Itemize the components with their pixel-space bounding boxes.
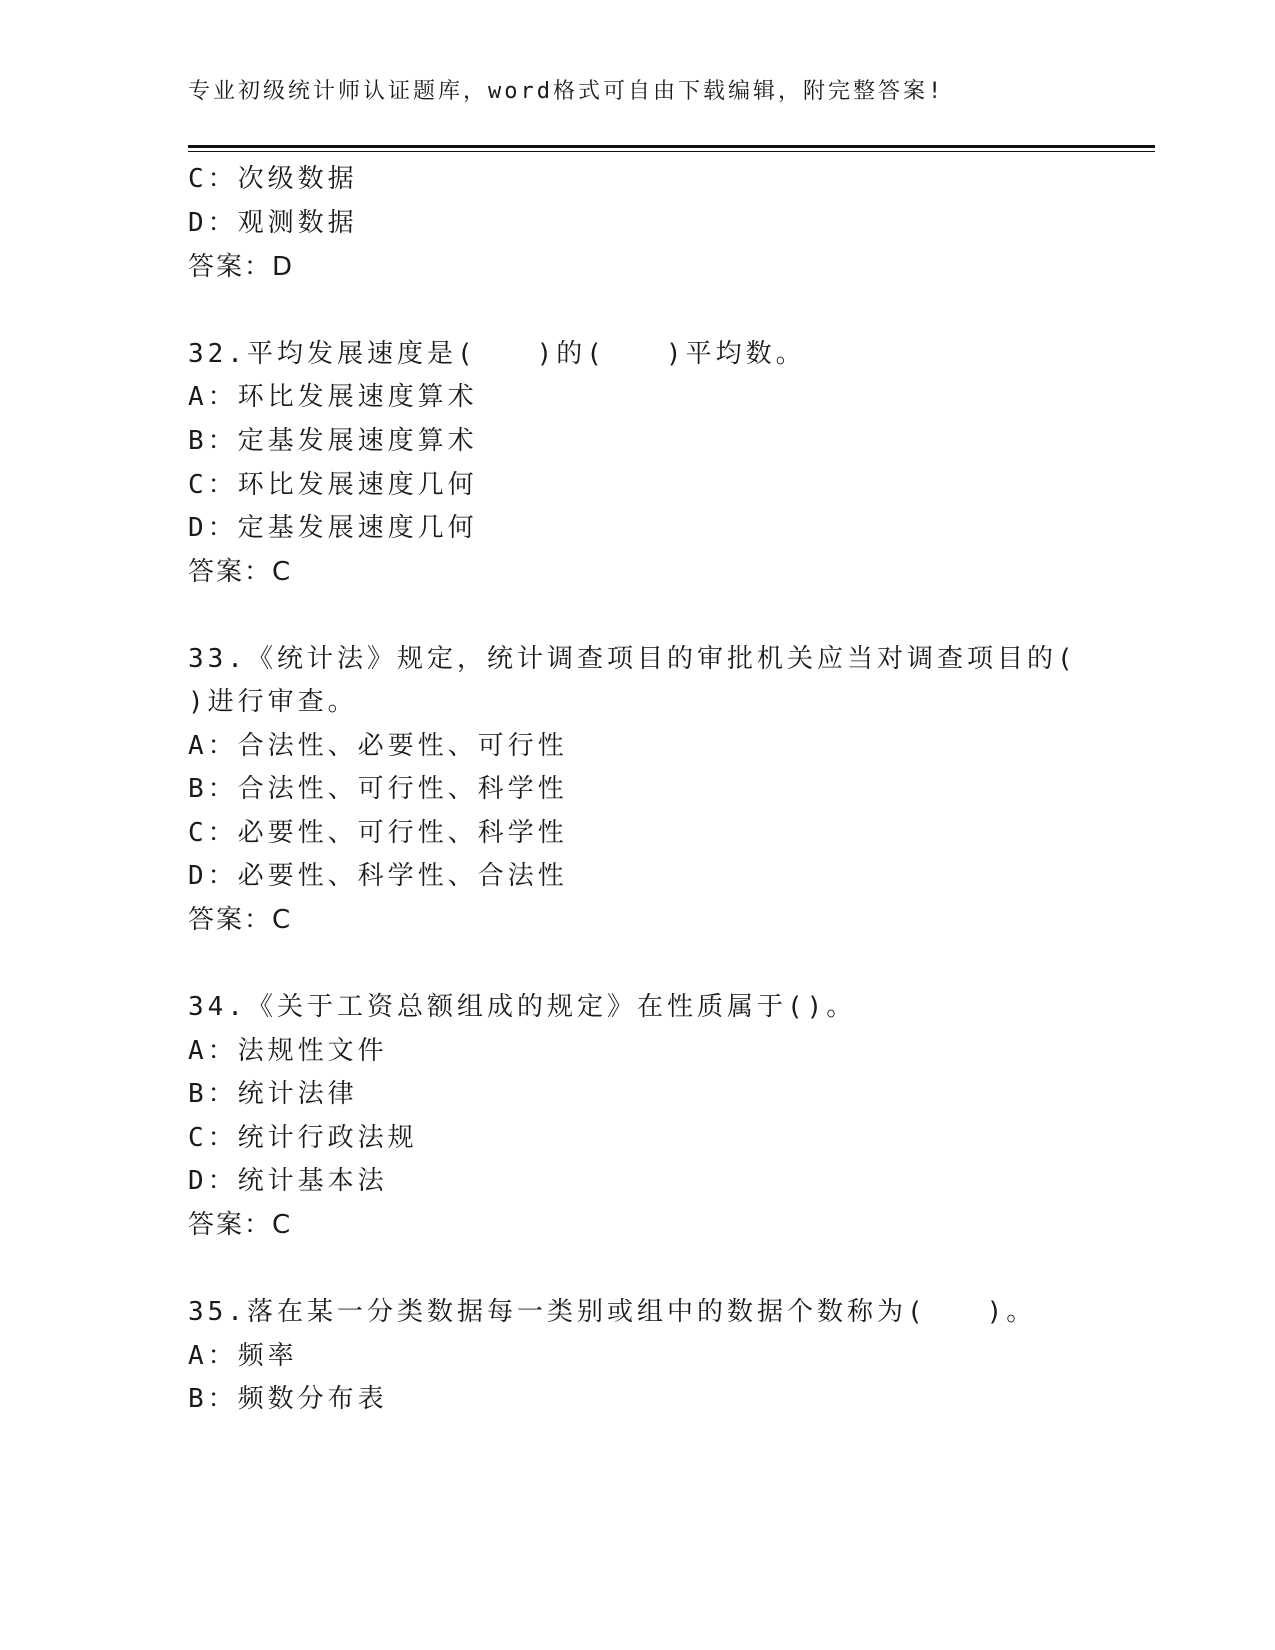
q34-option-a: A：法规性文件 xyxy=(188,1036,388,1066)
q33-option-c: C：必要性、可行性、科学性 xyxy=(188,818,568,848)
page-header: 专业初级统计师认证题库，word格式可自由下载编辑，附完整答案! xyxy=(188,79,945,104)
q32-answer: 答案：C xyxy=(188,557,293,587)
q35-option-b: B：频数分布表 xyxy=(188,1384,388,1414)
prev-option-d: D：观测数据 xyxy=(188,208,358,238)
q33-stem-line1: 33.《统计法》规定，统计调查项目的审批机关应当对调查项目的( xyxy=(188,644,1077,674)
prev-option-c: C：次级数据 xyxy=(188,164,358,194)
q33-option-a: A：合法性、必要性、可行性 xyxy=(188,731,568,761)
header-rule-thin xyxy=(188,151,1155,152)
q33-stem-line2: )进行审查。 xyxy=(188,687,358,717)
q33-answer: 答案：C xyxy=(188,905,293,935)
q32-option-b: B：定基发展速度算术 xyxy=(188,426,478,456)
q34-answer: 答案：C xyxy=(188,1210,293,1240)
header-rule-thick xyxy=(188,145,1155,148)
q32-stem: 32.平均发展速度是( )的( )平均数。 xyxy=(188,339,806,369)
q35-stem: 35.落在某一分类数据每一类别或组中的数据个数称为( )。 xyxy=(188,1297,1037,1327)
q34-stem: 34.《关于工资总额组成的规定》在性质属于()。 xyxy=(188,992,857,1022)
q33-option-b: B：合法性、可行性、科学性 xyxy=(188,774,568,804)
q34-option-c: C：统计行政法规 xyxy=(188,1123,418,1153)
q34-option-b: B：统计法律 xyxy=(188,1079,358,1109)
q32-option-d: D：定基发展速度几何 xyxy=(188,513,478,543)
q32-option-c: C：环比发展速度几何 xyxy=(188,470,478,500)
q32-option-a: A：环比发展速度算术 xyxy=(188,382,478,412)
prev-answer: 答案：D xyxy=(188,252,295,282)
q34-option-d: D：统计基本法 xyxy=(188,1166,388,1196)
q33-option-d: D：必要性、科学性、合法性 xyxy=(188,861,568,891)
q35-option-a: A：频率 xyxy=(188,1341,298,1371)
